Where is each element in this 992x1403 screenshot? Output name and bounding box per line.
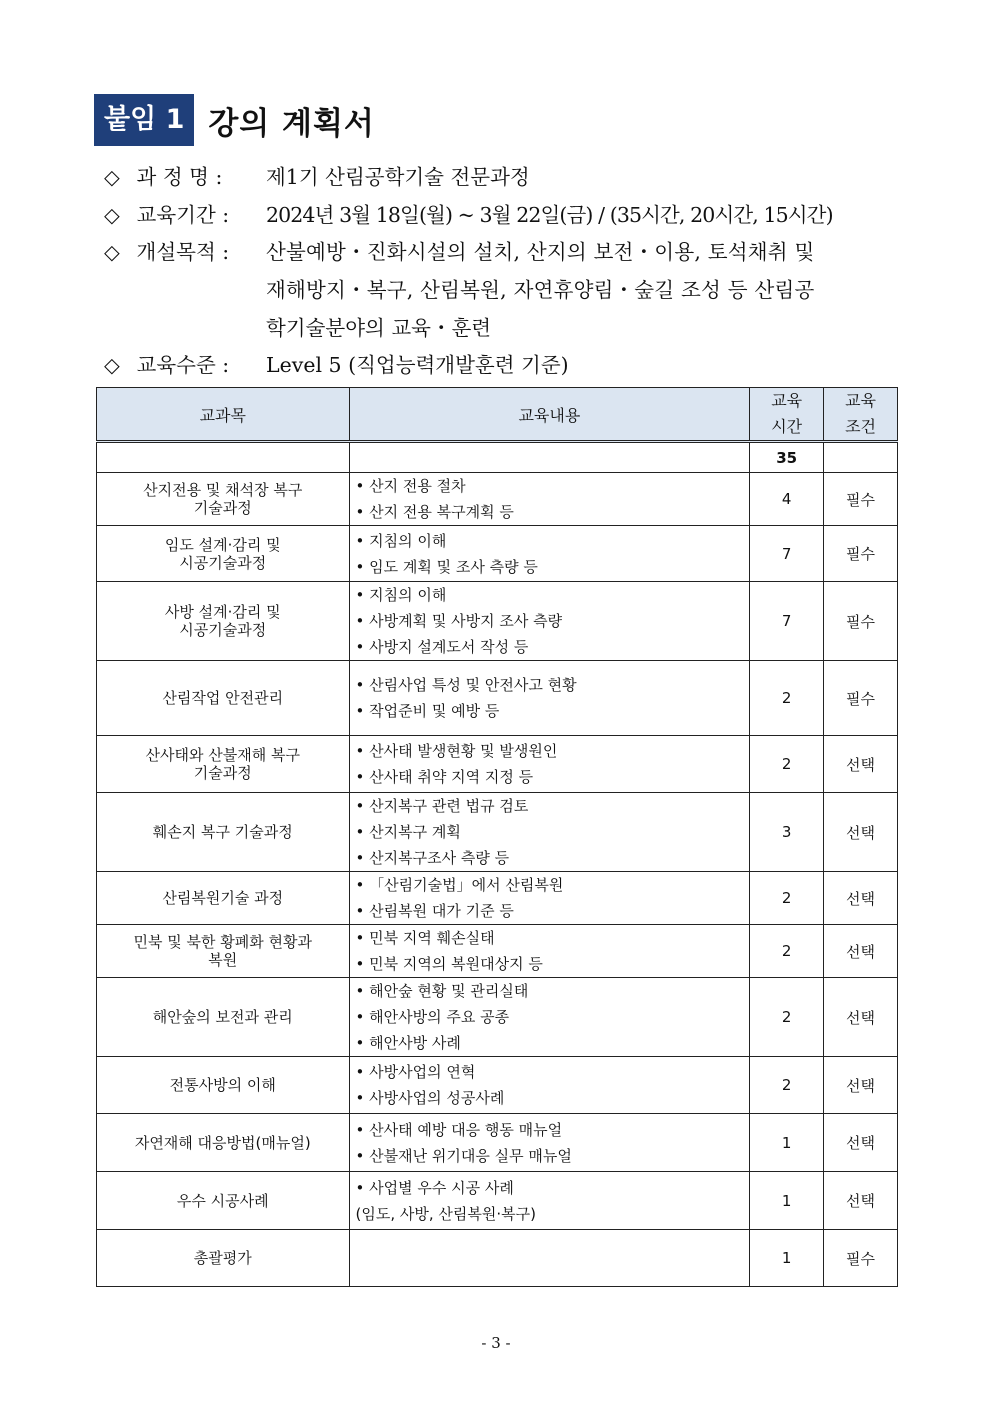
row-condition: 필수 — [824, 526, 898, 582]
row-hours: 7 — [750, 582, 824, 661]
table-row — [97, 736, 898, 793]
row-hours: 2 — [750, 736, 824, 793]
content-bullet: • 산림복원 대가 기준 등 — [355, 902, 514, 920]
header-hours-line2: 시간 — [771, 417, 803, 436]
table-row — [97, 872, 898, 925]
row-subject — [97, 661, 350, 736]
header-hours — [750, 388, 824, 442]
table-row — [97, 582, 898, 661]
subject-line: 총괄평가 — [193, 1249, 252, 1267]
row-condition: 선택 — [824, 793, 898, 872]
row-subject — [97, 526, 350, 582]
row-content — [349, 872, 750, 925]
subject-line: 해안숲의 보전과 관리 — [152, 1008, 293, 1026]
diamond-icon: ◇ — [104, 203, 120, 227]
row-condition: 선택 — [824, 872, 898, 925]
row-subject — [97, 1172, 350, 1230]
subject-line: 산림복원기술 과정 — [162, 889, 284, 907]
info-value: 산불예방・진화시설의 설치, 산지의 보전・이용, 토석채취 및 — [266, 240, 815, 264]
info-value: 2024년 3월 18일(월) ~ 3월 22일(금) / (35시간, 20시간, 15시간) — [266, 203, 833, 227]
content-bullet: • 임도 계획 및 조사 측량 등 — [355, 557, 538, 576]
diamond-icon: ◇ — [104, 353, 120, 377]
row-subject — [97, 582, 350, 661]
row-hours: 7 — [750, 526, 824, 582]
row-content — [349, 1172, 750, 1230]
row-condition: 선택 — [824, 978, 898, 1057]
row-subject — [97, 473, 350, 526]
row-condition: 선택 — [824, 1172, 898, 1230]
content-bullet: • 「산림기술법」에서 산림복원 — [355, 876, 564, 894]
header-content: 교육내용 — [349, 388, 750, 442]
row-subject — [97, 925, 350, 978]
content-bullet: • 산지 전용 절차 — [355, 477, 466, 495]
header-condition — [824, 388, 898, 442]
subject-line: 기술과정 — [193, 499, 252, 517]
content-bullet: • 지침의 이해 — [355, 531, 447, 550]
content-bullet: • 지침의 이해 — [355, 586, 447, 604]
subject-line: 임도 설계·감리 및 — [164, 535, 281, 554]
content-bullet: • 사방사업의 성공사례 — [355, 1089, 505, 1107]
row-subject — [97, 1057, 350, 1114]
row-content — [349, 661, 750, 736]
info-label: 교육기간 : — [136, 203, 230, 227]
content-bullet: • 사방사업의 연혁 — [355, 1063, 476, 1081]
table-row — [97, 793, 898, 872]
content-bullet: • 산지 전용 복구계획 등 — [355, 503, 514, 521]
table-header-row — [97, 388, 898, 442]
content-bullet: • 작업준비 및 예방 등 — [355, 702, 500, 720]
total-hours: 35 — [750, 442, 824, 473]
content-bullet: • 해안사방의 주요 공종 — [355, 1008, 510, 1026]
row-content — [349, 526, 750, 582]
table-row — [97, 661, 898, 736]
row-condition: 필수 — [824, 473, 898, 526]
row-subject — [97, 978, 350, 1057]
info-value: 재해방지・복구, 산림복원, 자연휴양림・숲길 조성 등 산림공 — [266, 278, 815, 302]
row-hours: 1 — [750, 1172, 824, 1230]
lecture-plan-table — [96, 387, 898, 1287]
info-period — [104, 198, 229, 228]
content-bullet: • 민북 지역 훼손실태 — [355, 929, 495, 947]
content-bullet: • 산사태 발생현황 및 발생원인 — [355, 742, 558, 760]
row-condition: 필수 — [824, 582, 898, 661]
total-subject — [97, 442, 350, 473]
row-condition: 선택 — [824, 1057, 898, 1114]
content-bullet: • 해안숲 현황 및 관리실태 — [355, 982, 529, 1000]
row-subject — [97, 1114, 350, 1172]
content-bullet: • 해안사방 사례 — [355, 1034, 461, 1052]
content-bullet: • 산사태 예방 대응 행동 매뉴얼 — [355, 1120, 563, 1139]
content-bullet: • 산림사업 특성 및 안전사고 현황 — [355, 676, 577, 694]
row-content — [349, 1230, 750, 1287]
row-hours: 4 — [750, 473, 824, 526]
content-bullet: • 사방지 설계도서 작성 등 — [355, 638, 529, 656]
diamond-icon: ◇ — [104, 240, 120, 264]
diamond-icon: ◇ — [104, 165, 120, 189]
page-number: - 3 - — [481, 1334, 511, 1352]
table-row — [97, 1057, 898, 1114]
row-condition: 선택 — [824, 925, 898, 978]
info-level — [104, 348, 229, 378]
info-label: 교육수준 : — [136, 353, 230, 377]
content-bullet: • 민북 지역의 복원대상지 등 — [355, 955, 543, 973]
row-hours: 1 — [750, 1114, 824, 1172]
subject-line: 기술과정 — [193, 764, 252, 782]
subject-line: 훼손지 복구 기술과정 — [152, 823, 293, 841]
header-condition-line2: 조건 — [845, 417, 876, 436]
row-hours: 1 — [750, 1230, 824, 1287]
content-bullet: • 산지복구조사 측량 등 — [355, 849, 510, 867]
subject-line: 산지전용 및 채석장 복구 — [143, 481, 303, 499]
table-row — [97, 1114, 898, 1172]
subject-line: 우수 시공사례 — [176, 1191, 269, 1210]
page-title: 강의 계획서 — [208, 105, 375, 142]
row-subject — [97, 872, 350, 925]
subject-line: 시공기술과정 — [179, 553, 267, 572]
content-bullet: • 사업별 우수 시공 사례 — [355, 1178, 514, 1197]
row-content — [349, 582, 750, 661]
info-course-name — [104, 160, 222, 190]
table-row — [97, 1230, 898, 1287]
info-purpose — [104, 235, 229, 265]
content-bullet: • 산지복구 계획 — [355, 823, 461, 841]
table-row — [97, 526, 898, 582]
attachment-badge: 붙임 1 — [94, 94, 194, 146]
info-label: 과 정 명 : — [136, 165, 223, 189]
row-hours: 2 — [750, 925, 824, 978]
info-label: 개설목적 : — [136, 240, 230, 264]
row-content — [349, 1057, 750, 1114]
header-subject: 교과목 — [97, 388, 350, 442]
content-bullet: (임도, 사방, 산림복원·복구) — [355, 1204, 536, 1223]
row-subject — [97, 1230, 350, 1287]
row-hours: 2 — [750, 978, 824, 1057]
subject-line: 사방 설계·감리 및 — [164, 603, 281, 621]
subject-line: 전통사방의 이해 — [169, 1076, 276, 1094]
info-value: 제1기 산림공학기술 전문과정 — [266, 165, 530, 189]
row-condition: 선택 — [824, 1114, 898, 1172]
content-bullet: • 산지복구 관련 법규 검토 — [355, 797, 529, 815]
subject-line: 자연재해 대응방법(매뉴얼) — [134, 1133, 311, 1152]
info-value: 학기술분야의 교육・훈련 — [266, 316, 492, 340]
table-row — [97, 473, 898, 526]
row-hours: 2 — [750, 872, 824, 925]
row-content — [349, 925, 750, 978]
row-condition: 선택 — [824, 736, 898, 793]
subject-line: 민북 및 북한 황폐화 현황과 — [133, 933, 312, 951]
row-content — [349, 978, 750, 1057]
row-hours: 3 — [750, 793, 824, 872]
content-bullet: • 산사태 취약 지역 지정 등 — [355, 768, 534, 786]
row-subject — [97, 736, 350, 793]
total-row — [97, 442, 898, 473]
row-subject — [97, 793, 350, 872]
subject-line: 복원 — [208, 951, 238, 969]
content-bullet: • 산불재난 위기대응 실무 매뉴얼 — [355, 1146, 572, 1165]
document-title — [94, 94, 375, 146]
subject-line: 시공기술과정 — [179, 621, 267, 639]
row-content — [349, 736, 750, 793]
info-value: Level 5 (직업능력개발훈련 기준) — [266, 353, 569, 377]
subject-line: 산림작업 안전관리 — [162, 689, 284, 707]
subject-line: 산사태와 산불재해 복구 — [145, 746, 300, 764]
table-row — [97, 1172, 898, 1230]
row-content — [349, 793, 750, 872]
content-bullet: • 사방계획 및 사방지 조사 측량 — [355, 612, 563, 630]
table-row — [97, 925, 898, 978]
table-row — [97, 978, 898, 1057]
total-content — [349, 442, 750, 473]
header-hours-line1: 교육 — [771, 391, 803, 410]
row-content — [349, 473, 750, 526]
total-condition — [824, 442, 898, 473]
row-hours: 2 — [750, 1057, 824, 1114]
row-condition: 필수 — [824, 1230, 898, 1287]
row-hours: 2 — [750, 661, 824, 736]
row-condition: 필수 — [824, 661, 898, 736]
row-content — [349, 1114, 750, 1172]
header-condition-line1: 교육 — [845, 391, 876, 410]
